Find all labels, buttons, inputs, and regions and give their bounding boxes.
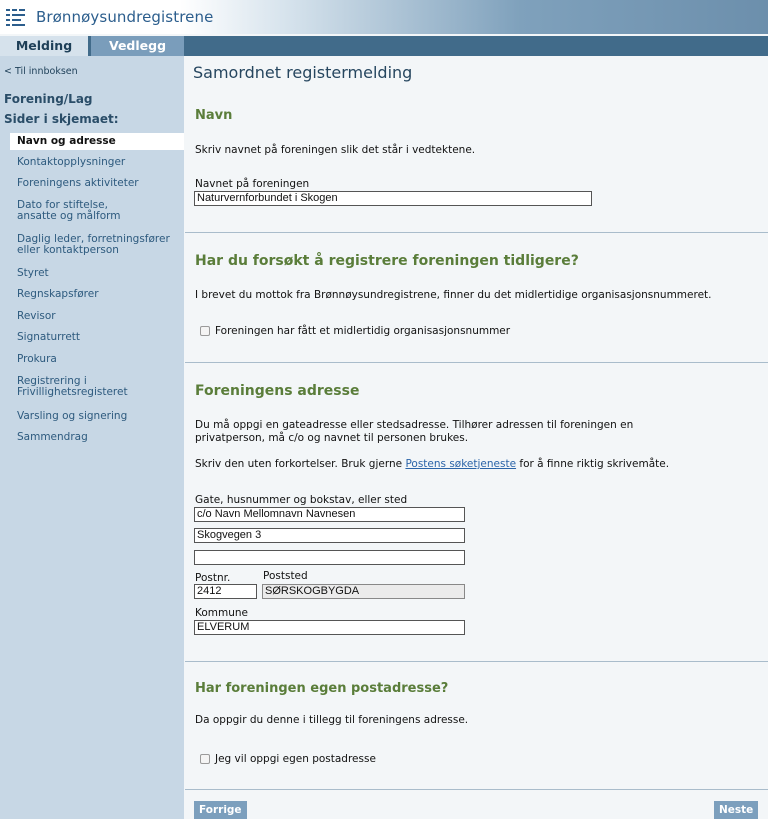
sidebar-item-varsling-og-signering[interactable]: Varsling og signering: [17, 410, 128, 422]
sidebar-item-kontaktopplysninger[interactable]: Kontaktopplysninger: [17, 156, 126, 168]
tab-melding[interactable]: Melding: [0, 36, 88, 56]
sidebar-item-styret[interactable]: Styret: [17, 267, 49, 279]
section-divider: [185, 661, 768, 662]
sidebar-item-frivillighetsregisteret[interactable]: Registrering i Frivillighetsregisteret: [17, 375, 128, 398]
section-divider: [185, 789, 768, 790]
egen-postadresse-label: Jeg vil oppgi egen postadresse: [215, 753, 376, 765]
sidebar-item-revisor[interactable]: Revisor: [17, 310, 56, 322]
kommune-label: Kommune: [195, 607, 249, 619]
midlertidig-orgnr-label: Foreningen har fått et midlertidig organisasjonsnummer: [215, 325, 511, 337]
tidligere-instruction: I brevet du mottok fra Brønnøysundregistrene, finner du det midlertidige organisasjonsnummeret.: [195, 289, 712, 301]
sidebar-item-sammendrag[interactable]: Sammendrag: [17, 431, 88, 443]
midlertidig-orgnr-checkbox-row[interactable]: [200, 325, 510, 337]
sidebar-pages-heading: Sider i skjemaet:: [4, 112, 119, 126]
page-title: Samordnet registermelding: [193, 63, 413, 82]
adresse-instruction-2-text-end: for å finne riktig skrivemåte.: [516, 458, 670, 470]
midlertidig-orgnr-checkbox[interactable]: [200, 326, 210, 336]
egen-postadresse-checkbox[interactable]: [200, 754, 210, 764]
adresse-line-2-input[interactable]: Skogvegen 3: [194, 528, 465, 543]
sidebar: [0, 56, 184, 819]
sidebar-item-prokura[interactable]: Prokura: [17, 353, 57, 365]
poststed-field: SØRSKOGBYGDA: [262, 584, 465, 599]
section-heading-postadresse: Har foreningen egen postadresse?: [195, 681, 449, 696]
postens-soketjeneste-link[interactable]: Postens søketjeneste: [405, 458, 517, 470]
navn-instruction: Skriv navnet på foreningen slik det står i vedtektene.: [195, 144, 476, 156]
postnr-input[interactable]: 2412: [194, 584, 257, 599]
kommune-input[interactable]: ELVERUM: [194, 620, 465, 635]
header-bar: [0, 0, 768, 34]
poststed-label: Poststed: [263, 570, 308, 582]
sidebar-item-daglig-leder[interactable]: Daglig leder, forretningsfører eller kontaktperson: [17, 233, 170, 256]
adresse-line-1-input[interactable]: c/o Navn Mellomnavn Navnesen: [194, 507, 465, 522]
form-content: [185, 56, 768, 819]
neste-button[interactable]: Neste: [714, 801, 758, 819]
section-heading-navn: Navn: [195, 108, 233, 123]
section-divider: [185, 362, 768, 363]
adresse-instruction-2: [195, 458, 755, 471]
adresse-instruction-1: Du må oppgi en gateadresse eller stedsadresse. Tilhører adressen til foreningen en privatperson, må c/o og navnet til personen brukes.: [195, 419, 634, 444]
brreg-logo-icon: [6, 9, 26, 26]
gateadresse-label: Gate, husnummer og bokstav, eller sted: [195, 494, 408, 506]
foreningsnavn-input[interactable]: Naturvernforbundet i Skogen: [194, 191, 592, 206]
section-heading-tidligere: Har du forsøkt å registrere foreningen tidligere?: [195, 253, 579, 269]
adresse-instruction-2-text: Skriv den uten forkortelser. Bruk gjerne: [195, 458, 406, 470]
forrige-button[interactable]: Forrige: [194, 801, 247, 819]
tab-vedlegg[interactable]: Vedlegg: [91, 36, 184, 56]
brand-name: Brønnøysundregistrene: [36, 8, 214, 26]
section-divider: [185, 232, 768, 233]
sidebar-item-regnskapsforer[interactable]: Regnskapsfører: [17, 288, 99, 300]
tab-bar: [0, 36, 768, 56]
back-to-inbox-link[interactable]: < Til innboksen: [4, 66, 78, 77]
egen-postadresse-checkbox-row[interactable]: [200, 753, 376, 765]
sidebar-org-type: Forening/Lag: [4, 92, 93, 106]
section-heading-adresse: Foreningens adresse: [195, 383, 360, 399]
adresse-line-3-input[interactable]: [194, 550, 465, 565]
sidebar-item-foreningens-aktiviteter[interactable]: Foreningens aktiviteter: [17, 177, 139, 189]
sidebar-item-dato-for-stiftelse[interactable]: Dato for stiftelse, ansatte og målform: [17, 199, 121, 222]
foreningsnavn-label: Navnet på foreningen: [195, 178, 310, 190]
postnr-label: Postnr.: [195, 572, 231, 584]
brand-logo[interactable]: [6, 8, 213, 26]
postadresse-instruction: Da oppgir du denne i tillegg til foreningens adresse.: [195, 714, 469, 726]
sidebar-item-navn-og-adresse[interactable]: Navn og adresse: [10, 133, 184, 150]
sidebar-item-signaturrett[interactable]: Signaturrett: [17, 331, 81, 343]
